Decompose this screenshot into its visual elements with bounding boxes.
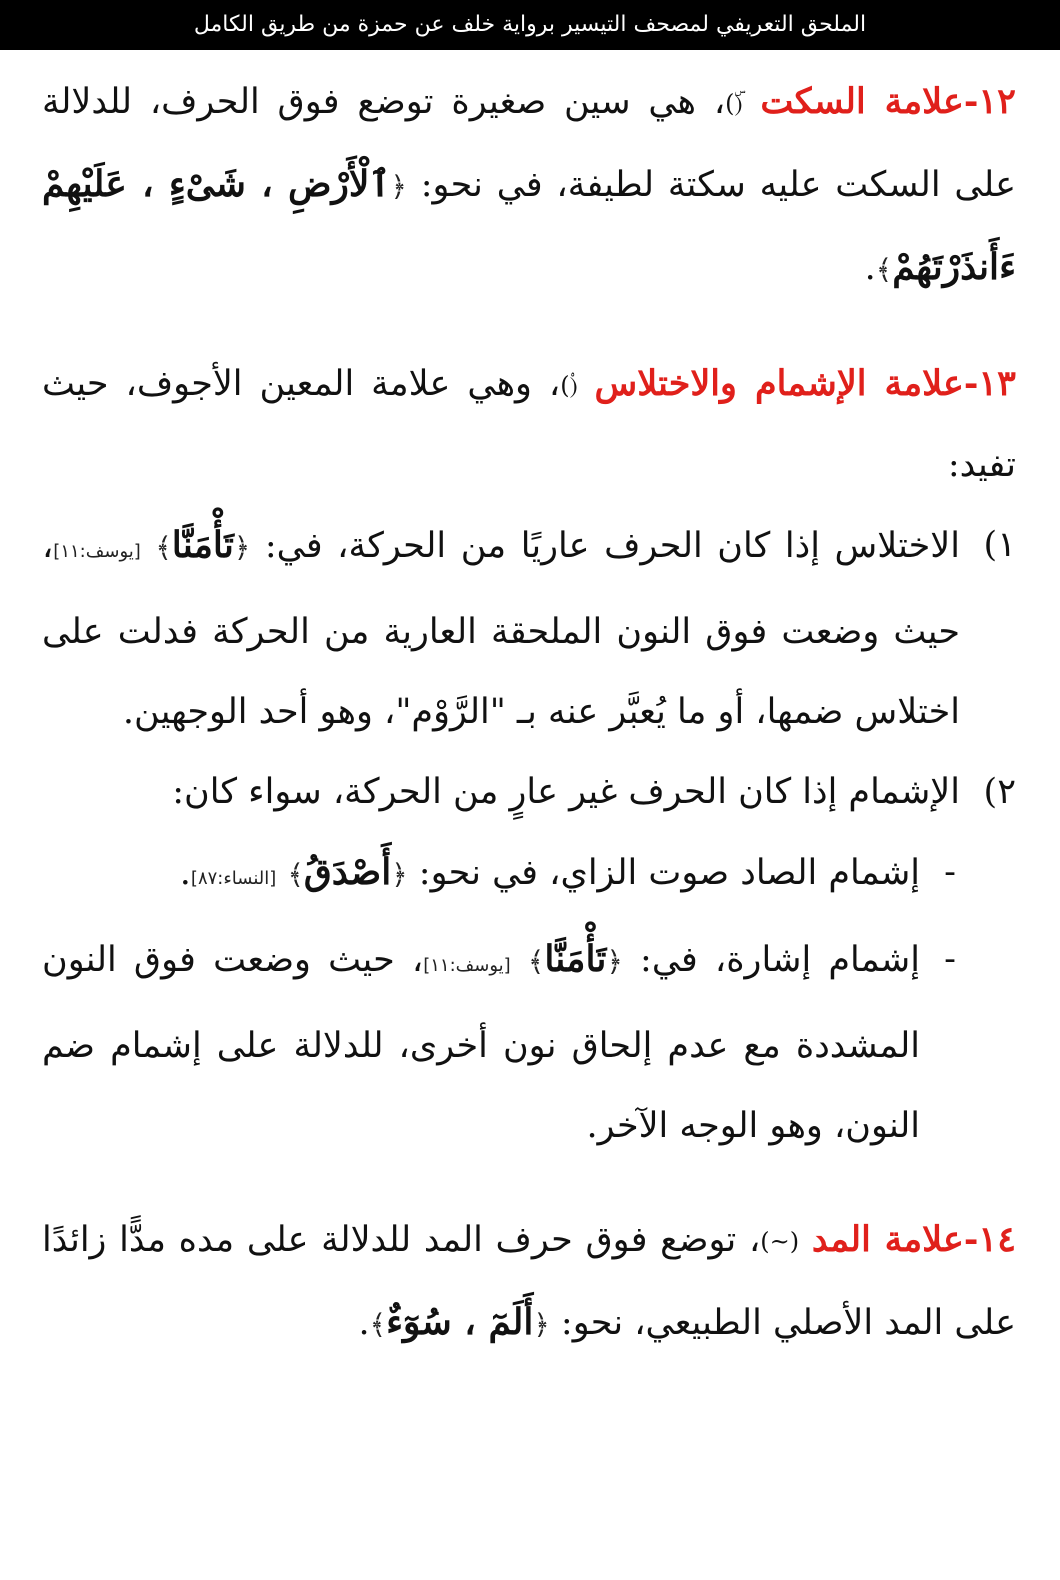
bullet-text-before: إشمام إشارة، في:: [622, 940, 920, 980]
section-title: علامة المد: [811, 1219, 964, 1260]
quran-example: تَأْمَنَّا: [171, 524, 234, 566]
section-text: ، وهي علامة المعين الأجوف، حيث تفيد:: [42, 363, 1016, 485]
ornament-open-icon: ﴿: [390, 169, 407, 203]
bullet-item: [42, 919, 1016, 1166]
item-number: ١): [983, 525, 1016, 565]
quran-example: أَلَمٓ ، سُوٓءٌ: [386, 1300, 534, 1343]
ornament-close-icon: ﴾: [369, 1307, 387, 1341]
ornament-open-icon: ﴿: [533, 1307, 550, 1341]
item-text: الإشمام إذا كان الحرف غير عارٍ من الحركة، سواء كان:: [172, 772, 960, 812]
ornament-open-icon: ﴿: [606, 945, 623, 978]
bullet-text-after: ، حيث وضعت فوق النون المشددة مع عدم إلحاق نون أخرى، للدلالة على إشمام ضم النون، وهو الوجه الآخر.: [42, 940, 920, 1146]
section-title: علامة السكت: [760, 81, 964, 122]
verse-reference: [النساء:٨٧]: [190, 868, 277, 889]
section-text: ، هي سين صغيرة توضع فوق الحرف، للدلالة على السكت عليه سكتة لطيفة، في نحو:: [42, 82, 1016, 205]
header-title: الملحق التعريفي لمصحف التيسير برواية خلف عن حمزة من طريق الكامل: [193, 12, 867, 37]
bullet-dash: -: [944, 852, 956, 892]
page-content: [42, 62, 1016, 1365]
verse-reference: [يوسف:١١]: [53, 541, 141, 562]
section-text: ، توضع فوق حرف المد للدلالة على مده مدًّا زائدًا على المد الأصلي الطبيعي، نحو:: [42, 1220, 1016, 1343]
section-12: [42, 62, 1016, 310]
ornament-close-icon: ﴾: [155, 531, 172, 564]
sign-symbol: (۟): [560, 371, 578, 399]
bullet-text-after: .: [179, 853, 191, 893]
list-item: [42, 752, 1016, 832]
item-text-before: الاختلاس إذا كان الحرف عاريًا من الحركة، في:: [250, 526, 960, 566]
bullet-item: [42, 832, 1016, 919]
quran-example: أَصْدَقُ: [303, 851, 392, 893]
sign-symbol: (ۜ): [725, 89, 743, 118]
ornament-open-icon: ﴿: [391, 858, 408, 891]
section-14: [42, 1200, 1016, 1365]
section-number: ١٢-: [963, 81, 1016, 122]
section-13: [42, 344, 1016, 1167]
ornament-open-icon: ﴿: [233, 531, 251, 564]
section-end: .: [864, 247, 876, 288]
bullet-text-before: إشمام الصاد صوت الزاي، في نحو:: [407, 853, 920, 893]
section-title: علامة الإشمام والاختلاس: [594, 362, 964, 404]
sign-symbol: (~): [760, 1227, 800, 1256]
page-header: [0, 0, 1060, 50]
item-text-after: ، حيث وضعت فوق النون الملحقة العارية من الحركة فدلت على اختلاس ضمها، أو ما يُعبَّر عنه بـ "الرَّوْم"، وهو أحد الوجهين.: [42, 526, 960, 732]
list-item: [42, 505, 1016, 752]
ornament-close-icon: ﴾: [875, 252, 893, 286]
section-number: ١٤-: [963, 1219, 1016, 1260]
bullet-dash: -: [944, 939, 956, 979]
item-number: ٢): [983, 772, 1016, 812]
section-intro: [42, 344, 1016, 506]
section-end: .: [358, 1302, 370, 1343]
quran-example: ٱلْأَرْضِ ، شَىْءٍ ، عَلَيْهِمْ ءَأَنذَرْتَهُمْ: [42, 162, 1016, 288]
section-number: ١٣-: [963, 362, 1016, 404]
quran-example: تَأْمَنَّا: [544, 938, 607, 980]
ornament-close-icon: ﴾: [287, 858, 304, 891]
verse-reference: [يوسف:١١]: [423, 955, 511, 976]
ornament-close-icon: ﴾: [527, 945, 545, 978]
